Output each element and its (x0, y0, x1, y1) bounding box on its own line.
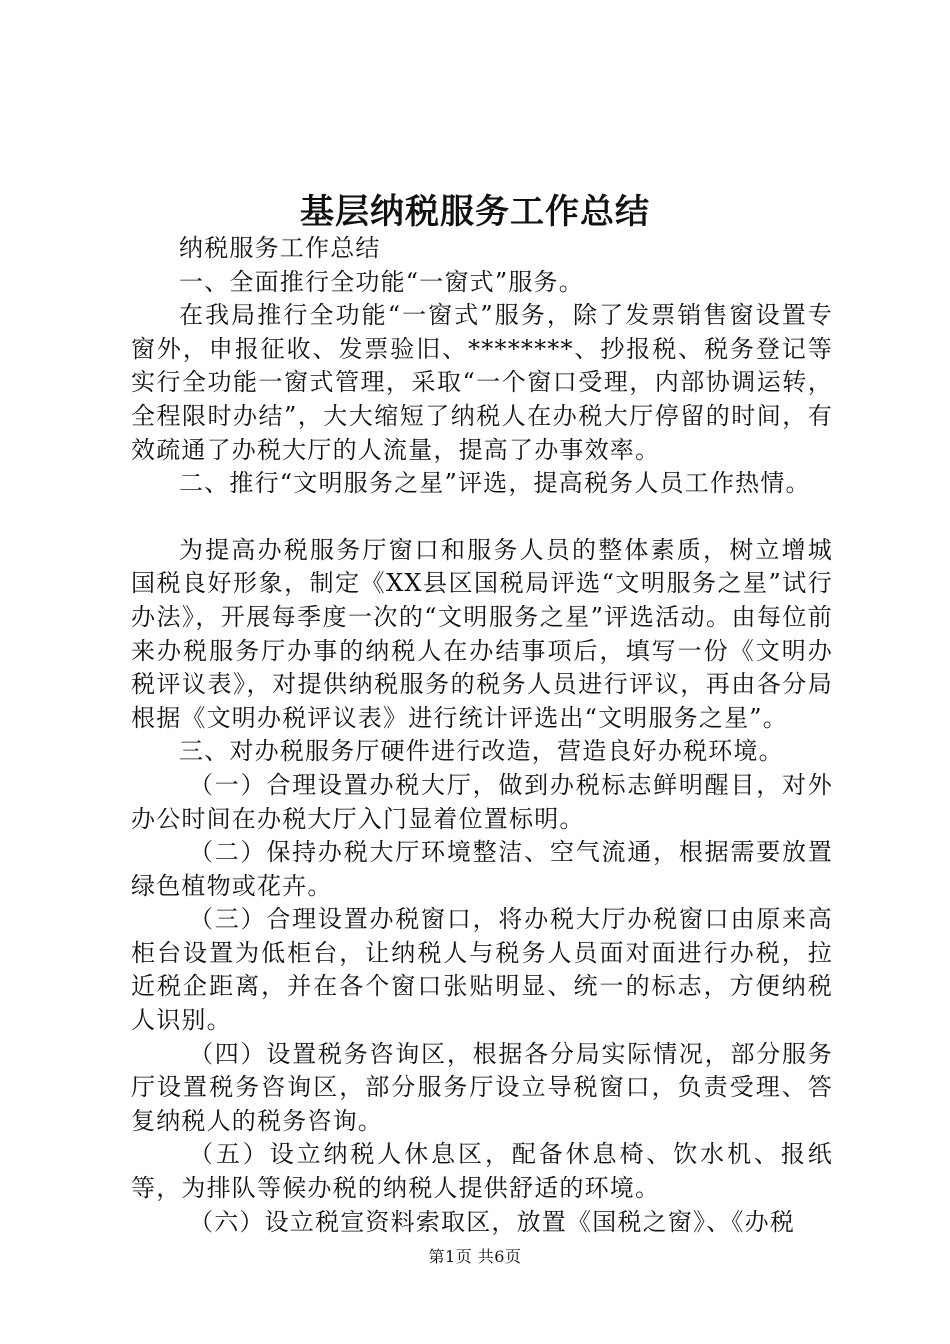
page-footer: 第1页 共6页 (428, 1247, 522, 1266)
paragraph-item-3: （三）合理设置办税窗口，将办税大厅办税窗口由原来高柜台设置为低柜台，让纳税人与税务人员面对面进行办税，拉近税企距离，并在各个窗口张贴明显、统一的标志，方便纳税人识别。 (131, 905, 833, 1035)
document-title: 基层纳税服务工作总结 (300, 192, 650, 232)
paragraph-item-4: （四）设置税务咨询区，根据各分局实际情况，部分服务厅设置税务咨询区，部分服务厅设立导税窗口，负责受理、答复纳税人的税务咨询。 (131, 1039, 833, 1135)
paragraph-item-2: （二）保持办税大厅环境整洁、空气流通，根据需要放置绿色植物或花卉。 (131, 838, 833, 900)
document-body (131, 232, 833, 1239)
paragraph-section-1-body: 在我局推行全功能“一窗式”服务，除了发票销售窗设置专窗外，申报征收、发票验旧、********、抄报税、税务登记等实行全功能一窗式管理，采取“一个窗口受理，内部协调运转，全程限时办结”，大大缩短了纳税人在办税大厅停留的时间，有效疏通了办税大厅的人流量，提高了办事效率。 (131, 301, 833, 464)
paragraph-section-1-heading: 一、全面推行全功能“一窗式”服务。 (179, 267, 584, 296)
paragraph-section-2-heading: 二、推行“文明服务之星”评选，提高税务人员工作热情。 (179, 469, 811, 498)
paragraph-section-2-body: 为提高办税服务厅窗口和服务人员的整体素质，树立增城国税良好形象，制定《XX县区国税局评选“文明服务之星”试行办法》，开展每季度一次的“文明服务之星”评选活动。由每位前来办税服务厅办事的纳税人在办结事项后，填写一份《文明办税评议表》，对提供纳税服务的税务人员进行评议，再由各分局根据《文明办税评议表》进行统计评选出“文明服务之星”。 (131, 535, 833, 732)
paragraph-subtitle: 纳税服务工作总结 (179, 234, 381, 262)
paragraph-item-6: （六）设立税宣资料索取区，放置《国税之窗》、《办税 (189, 1207, 795, 1236)
paragraph-item-5: （五）设立纳税人休息区，配备休息椅、饮水机、报纸等，为排队等候办税的纳税人提供舒适的环境。 (131, 1140, 833, 1203)
blank-line (131, 501, 833, 534)
paragraph-item-1: （一）合理设置办税大厅，做到办税标志鲜明醒目，对外办公时间在办税大厅入门显着位置标明。 (131, 770, 833, 833)
paragraph-section-3-heading: 三、对办税服务厅硬件进行改造，营造良好办税环境。 (179, 737, 784, 766)
